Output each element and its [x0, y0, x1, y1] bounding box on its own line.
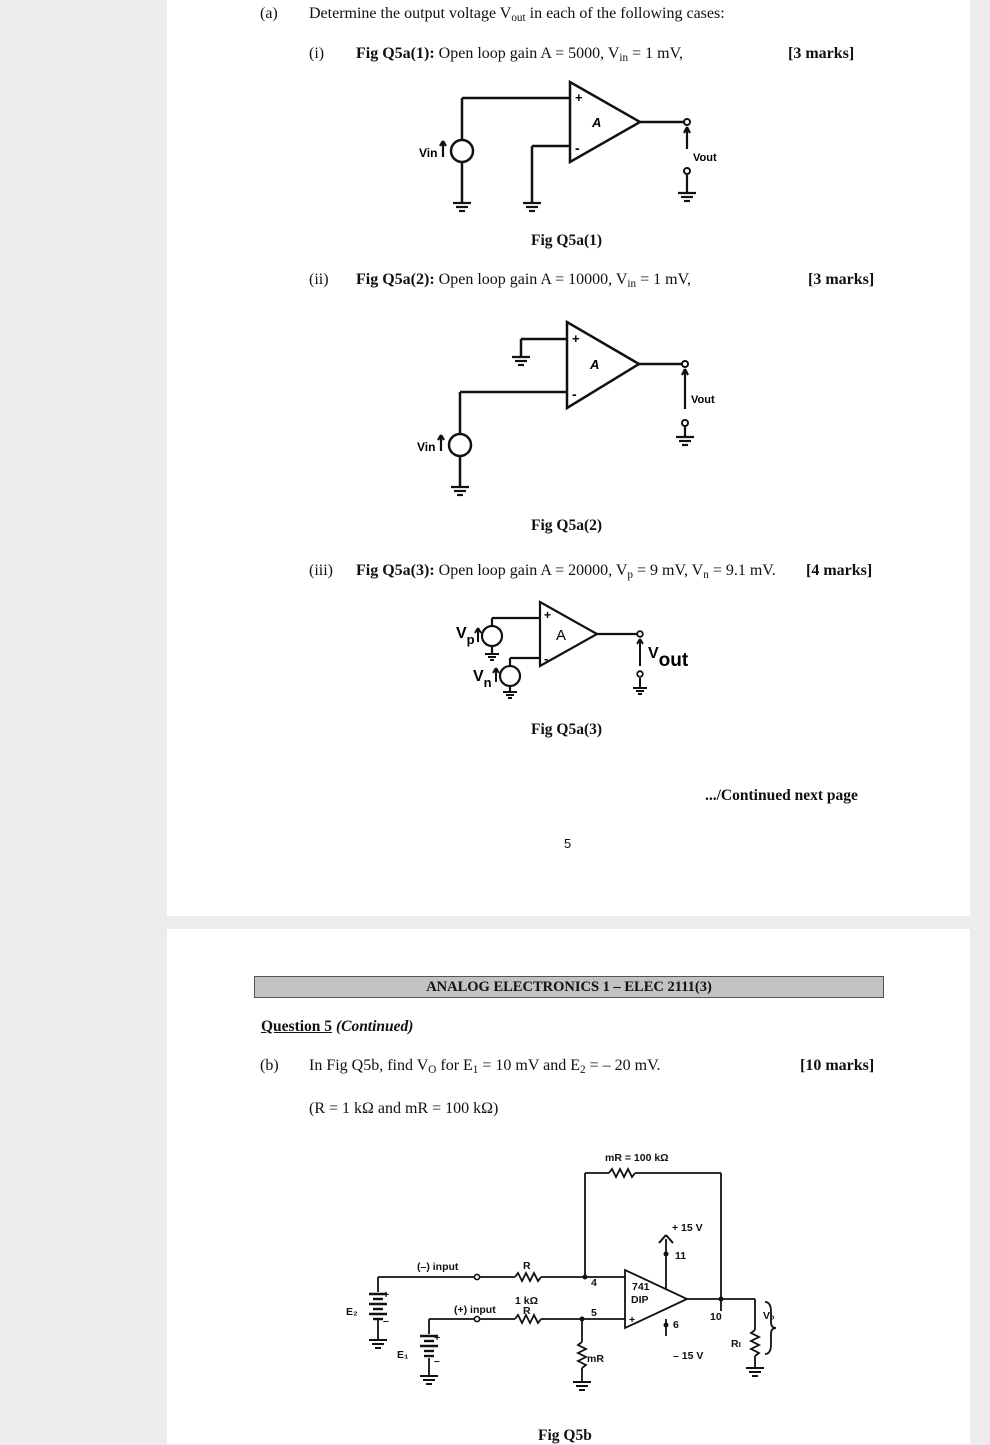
minus-terminal: - [544, 651, 549, 666]
ground-resistor-label: mR [587, 1353, 604, 1365]
item-ii-marks: [3 marks] [808, 271, 875, 288]
item-ii-text: Fig Q5a(2): Open loop gain A = 10000, $V_{in} = 1$ mV, [356, 271, 692, 290]
pin-5-label: 5 [591, 1307, 597, 1319]
chip-label-741: 741 [632, 1281, 650, 1293]
source-e1-label: E₁ [397, 1349, 409, 1361]
fig-q5b-circuit [337, 1144, 777, 1404]
part-a-intro: Determine the output voltage $V_{out}$ in each of the following cases: [309, 5, 725, 24]
pin-11-label: 11 [675, 1250, 687, 1262]
item-ii-number: (ii) [309, 271, 329, 288]
vin-label: Vin [417, 440, 436, 454]
item-iii-text: Fig Q5a(3): Open loop gain A = 20000, $V_p = 9$ mV, $V_n = 9.1$ mV. [356, 562, 776, 581]
fig-q5a1-caption: Fig Q5a(1) [531, 232, 603, 249]
vout-label: Vout [693, 152, 717, 164]
fig-q5b-caption: Fig Q5b [538, 1427, 592, 1444]
minus-terminal: - [572, 386, 577, 402]
fig-q5a3-caption: Fig Q5a(3) [531, 721, 603, 738]
opamp-gain-label: A [590, 357, 600, 372]
exam-page-6 [167, 929, 970, 1444]
vn-label: $V_n$ [473, 668, 492, 690]
noninverting-input-label: (+) input [454, 1304, 496, 1316]
opamp-gain-label: A [556, 627, 567, 644]
positive-supply-label: + 15 V [672, 1222, 703, 1234]
vp-label: $V_p$ [456, 625, 475, 647]
noninverting-sign: + [629, 1314, 636, 1326]
part-b-marks: [10 marks] [800, 1057, 875, 1074]
plus-terminal: + [544, 608, 552, 622]
page-number: 5 [564, 836, 572, 851]
fig-q5a1-circuit [417, 75, 727, 220]
e2-minus-sign: – [383, 1315, 389, 1327]
part-a-label: (a) [260, 5, 278, 22]
pin-10-label: 10 [710, 1311, 722, 1323]
load-resistor-label: Rₗ [731, 1338, 741, 1350]
vout-label: Vout [691, 394, 715, 406]
negative-supply-label: – 15 V [673, 1350, 704, 1362]
part-b-text: In Fig Q5b, find $V_O$ for $E_1 = 10$ mV and $E_2$ = – 20 mV. [309, 1057, 661, 1076]
e1-minus-sign: – [434, 1355, 440, 1367]
chip-label-dip: DIP [631, 1294, 649, 1306]
fig-q5a2-caption: Fig Q5a(2) [531, 517, 603, 534]
resistor-r-bottom-label: R [523, 1305, 531, 1317]
item-iii-number: (iii) [309, 562, 333, 579]
feedback-resistor-label: mR = 100 kΩ [605, 1152, 669, 1164]
course-header-banner: ANALOG ELECTRONICS 1 – ELEC 2111(3) [254, 976, 884, 998]
output-vo-label: Vₒ [763, 1310, 775, 1322]
resistor-r-top-label: R [523, 1260, 531, 1272]
inverting-input-label: (–) input [417, 1261, 459, 1273]
resistor-value-label: 1 kΩ [515, 1295, 539, 1307]
e1-plus-sign: + [434, 1332, 441, 1344]
plus-terminal: + [575, 90, 583, 105]
pin-6-label: 6 [673, 1319, 679, 1331]
vout-label: $^V$out [648, 645, 689, 671]
opamp-gain-label: A [592, 115, 602, 130]
part-b-note: (R = 1 kΩ and mR = 100 kΩ) [309, 1100, 499, 1117]
plus-terminal: + [572, 331, 580, 346]
item-i-number: (i) [309, 45, 325, 62]
vin-label: Vin [419, 146, 438, 160]
item-i-marks: [3 marks] [788, 45, 855, 62]
exam-page-5 [167, 0, 970, 916]
item-i-text: Fig Q5a(1): Open loop gain A = 5000, $V_{in} = 1$ mV, [356, 45, 684, 64]
question-heading: Question 5 (Continued) [261, 1018, 414, 1035]
pin-4-label: 4 [591, 1277, 597, 1289]
fig-q5a3-circuit [442, 596, 702, 708]
continued-note: .../Continued next page [705, 787, 858, 804]
item-iii-marks: [4 marks] [806, 562, 873, 579]
source-e2-label: E₂ [346, 1306, 358, 1318]
fig-q5a2-circuit [415, 315, 725, 505]
minus-terminal: - [575, 140, 580, 156]
part-b-label: (b) [260, 1057, 279, 1074]
e2-plus-sign: + [383, 1289, 390, 1301]
